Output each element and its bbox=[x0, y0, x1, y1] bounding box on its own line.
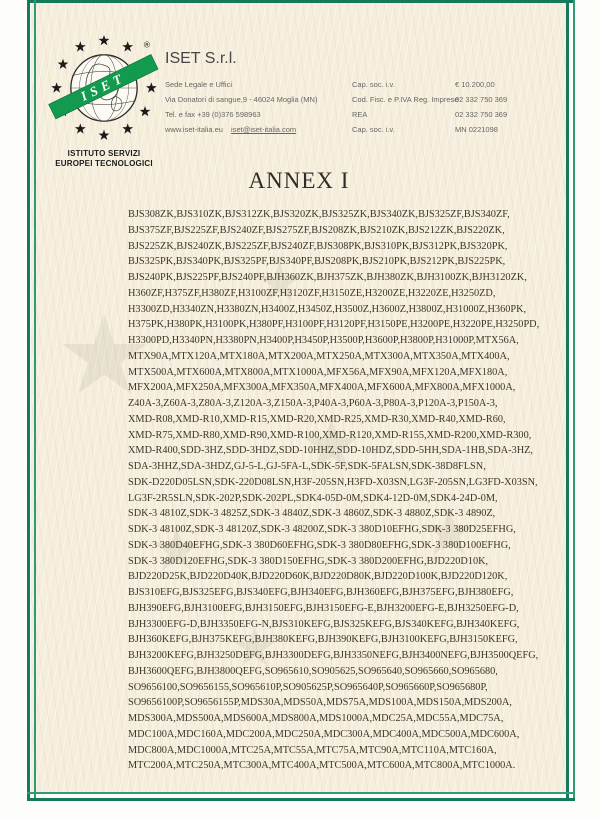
registry-label: Cap. soc. i.v. bbox=[352, 125, 395, 134]
annex-line: MDC100A,MDC160A,MDC200A,MDC250A,MDC300A,MDC400A,MDC500A,MDC600A, bbox=[128, 728, 520, 740]
registry-value: MN 0221098 bbox=[455, 125, 498, 134]
annex-line: BJS225ZK,BJS240ZK,BJS225ZF,BJS240ZF,BJS308PK,BJS310PK,BJS312PK,BJS320PK, bbox=[128, 240, 508, 252]
annex-line: BJS308ZK,BJS310ZK,BJS312ZK,BJS320ZK,BJS325ZK,BJS340ZK,BJS325ZF,BJS340ZF, bbox=[128, 209, 510, 220]
email-link[interactable]: iset@iset-italia.com bbox=[231, 125, 297, 134]
company-address-line: Via Donatori di sangue,9 - 46024 Moglia (MN) bbox=[165, 95, 318, 104]
annex-line: BJS310EFG,BJS325EFG,BJS340EFG,BJH340EFG,BJH360EFG,BJH375EFG,BJH380EFG, bbox=[128, 587, 514, 598]
certificate-border-right bbox=[566, 0, 575, 800]
annex-line: SDA-3HHZ,SDA-3HDZ,GJ-5-L,GJ-5FA-L,SDK-5F,SDK-5FALSN,SDK-38D8FLSN, bbox=[128, 461, 486, 472]
registered-trademark-icon: ® bbox=[143, 39, 151, 50]
annex-line: MTC200A,MTC250A,MTC300A,MTC400A,MTC500A,MTC600A,MTC800A,MTC1000A. bbox=[128, 760, 516, 772]
certificate-border-bottom bbox=[27, 792, 575, 801]
company-address-line: Sede Legale e Uffici bbox=[165, 80, 232, 89]
annex-line: MTX500A,MTX600A,MTX800A,MTX1000A,MFX56A,MFX90A,MFX120A,MFX180A, bbox=[128, 366, 508, 378]
iset-globe-logo-icon bbox=[47, 34, 161, 142]
annex-line: SDK-3 380D40EFHG,SDK-3 380D60EFHG,SDK-3 380D80EFHG,SDK-3 380D100EFHG, bbox=[128, 539, 511, 551]
annex-line: XMD-R08,XMD-R10,XMD-R15,XMD-R20,XMD-R25,XMD-R30,XMD-R40,XMD-R60, bbox=[128, 413, 506, 425]
annex-line: BJH3200KEFG,BJH3250DEFG,BJH3300DEFG,BJH3350NEFG,BJH3400NEFG,BJH3500QEFG, bbox=[128, 650, 539, 661]
annex-line: BJS375ZF,BJS225ZF,BJS240ZF,BJS275ZF,BJS208ZK,BJS210ZK,BJS212ZK,BJS220ZK, bbox=[128, 224, 505, 236]
annex-line: SDK-3 4810Z,SDK-3 4825Z,SDK-3 4840Z,SDK-3 4860Z,SDK-3 4880Z,SDK-3 4890Z, bbox=[128, 508, 496, 520]
annex-line: BJH390EFG,BJH3100EFG,BJH3150EFG,BJH3150EFG-E,BJH3200EFG-E,BJH3250EFG-D, bbox=[128, 602, 519, 614]
annex-line: XMD-R400,SDD-3HZ,SDD-3HDZ,SDD-10HHZ,SDD-10HDZ,SDD-5HH,SDA-1HB,SDA-3HZ, bbox=[128, 445, 534, 457]
annex-line: BJS325PK,BJS340PK,BJS325PF,BJS340PF,BJS208PK,BJS210PK,BJS212PK,BJS225PK, bbox=[128, 256, 506, 268]
annex-line: H375PK,H380PK,H3100PK,H380PF,H3100PF,H3120PF,H3150PE,H3200PE,H3220PE,H3250PD, bbox=[128, 319, 540, 331]
company-address-line: Tel. e fax +39 (0)376 598963 bbox=[165, 110, 261, 119]
annex-line: BJH360KEFG,BJH375KEFG,BJH380KEFG,BJH390KEFG,BJH3100KEFG,BJH3150KEFG, bbox=[128, 634, 518, 646]
company-name: ISET S.r.l. bbox=[165, 50, 237, 67]
website-link[interactable]: www.iset-italia.eu bbox=[165, 125, 223, 134]
registry-label: Cap. soc. i.v. bbox=[352, 80, 395, 89]
annex-line: SO9656100,SO9656155,SO965610P,SO905625P,SO965640P,SO965660P,SO965680P, bbox=[128, 681, 488, 693]
registry-label: Cod. Fisc. e P.IVA Reg. Imprese bbox=[352, 95, 459, 104]
annex-line: MFX200A,MFX250A,MFX300A,MFX350A,MFX400A,MFX600A,MFX800A,MFX1000A, bbox=[128, 382, 516, 394]
registry-value: € 10.200,00 bbox=[455, 80, 495, 89]
annex-title: ANNEX I bbox=[248, 168, 350, 193]
annex-line: SO9656100P,SO9656155P,MDS30A,MDS50A,MDS75A,MDS100A,MDS150A,MDS200A, bbox=[128, 697, 512, 709]
logo-caption-line2: EUROPEI TECNOLOGICI bbox=[55, 159, 153, 168]
annex-line: MTX90A,MTX120A,MTX180A,MTX200A,MTX250A,MTX300A,MTX350A,MTX400A, bbox=[128, 350, 510, 362]
annex-line: MDC800A,MDC1000A,MTC25A,MTC55A,MTC75A,MTC90A,MTC110A,MTC160A, bbox=[128, 744, 497, 756]
registry-value: 02 332 750 369 bbox=[455, 95, 508, 104]
annex-line: BJD220D25K,BJD220D40K,BJD220D60K,BJD220D80K,BJD220D100K,BJD220D120K, bbox=[128, 571, 508, 583]
annex-line: MDS300A,MDS500A,MDS600A,MDS800A,MDS1000A,MDC25A,MDC55A,MDC75A, bbox=[128, 713, 504, 724]
annex-line: BJS240PK,BJS225PF,BJS240PF,BJH360ZK,BJH375ZK,BJH380ZK,BJH3100ZK,BJH3120ZK, bbox=[128, 272, 527, 283]
annex-line: BJH3300EFG-D,BJH3350EFG-N,BJS310KEFG,BJS325KEFG,BJS340KEFG,BJH340KEFG, bbox=[128, 618, 520, 630]
annex-line: Z40A-3,Z60A-3,Z80A-3,Z120A-3,Z150A-3,P40A-3,P60A-3,P80A-3,P120A-3,P150A-3, bbox=[128, 398, 498, 409]
annex-line: XMD-R75,XMD-R80,XMD-R90,XMD-R100,XMD-R120,XMD-R155,XMD-R200,XMD-R300, bbox=[128, 429, 532, 441]
annex-lines bbox=[128, 207, 540, 774]
certificate-border-top bbox=[27, 0, 575, 3]
registry-value: 02 332 750 369 bbox=[455, 110, 508, 119]
annex-line: H360ZF,H375ZF,H380ZF,H3100ZF,H3120ZF,H3150ZE,H3200ZE,H3220ZE,H3250ZD, bbox=[128, 287, 496, 299]
annex-line: BJH3600QEFG,BJH3800QEFG,SO965610,SO905625,SO965640,SO965660,SO965680, bbox=[128, 665, 498, 677]
logo-brand-text: ISET bbox=[78, 69, 129, 104]
company-links-line bbox=[165, 125, 296, 134]
annex-line: SDK-3 380D120EFHG,SDK-3 380D150EFHG,SDK-3 380D200EFHG,BJD220D10K, bbox=[128, 555, 489, 567]
annex-line: SDK-D220D05LSN,SDK-220D08LSN,H3F-205SN,H3FD-X03SN,LG3F-205SN,LG3FD-X03SN, bbox=[128, 476, 538, 488]
registry-label: REA bbox=[352, 110, 368, 119]
annex-line: LG3F-2R5SLN,SDK-202P,SDK-202PL,SDK4-05D-0M,SDK4-12D-0M,SDK4-24D-0M, bbox=[128, 492, 498, 504]
certificate-border-left bbox=[27, 0, 36, 800]
company-logo bbox=[44, 34, 164, 169]
logo-caption-line1: ISTITUTO SERVIZI bbox=[67, 149, 141, 158]
annex-line: H3300PD,H3340PN,H3380PN,H3400P,H3450P,H3500P,H3600P,H3800P,H31000P,MTX56A, bbox=[128, 335, 519, 346]
annex-line: SDK-3 48100Z,SDK-3 48120Z,SDK-3 48200Z,SDK-3 380D10EFHG,SDK-3 380D25EFHG, bbox=[128, 524, 516, 535]
annex-line: H3300ZD,H3340ZN,H3380ZN,H3400Z,H3450Z,H3500Z,H3600Z,H3800Z,H31000Z,H360PK, bbox=[128, 303, 527, 315]
